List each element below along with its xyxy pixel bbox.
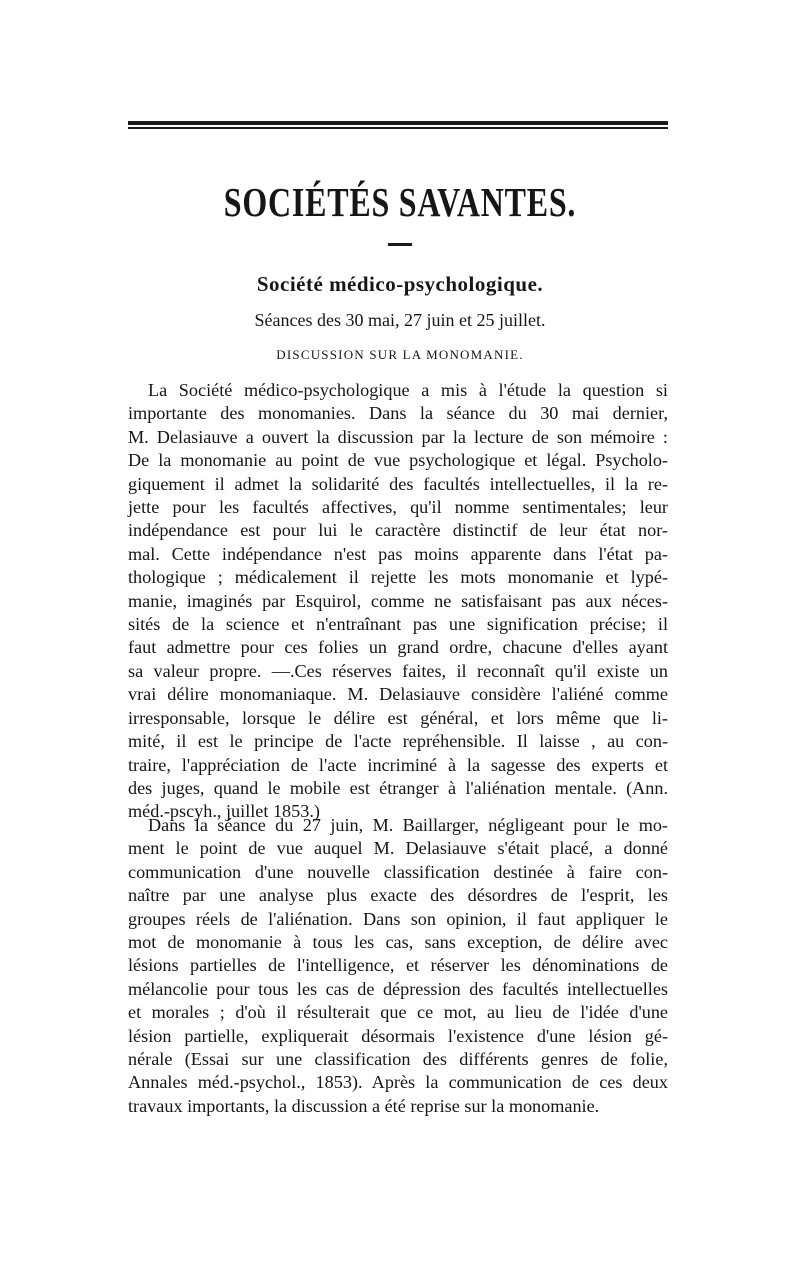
text-line: De la monomanie au point de vue psychologique et légal. Psycholo- — [128, 450, 668, 471]
text-line: naître par une analyse plus exacte des désordres de l'esprit, les — [128, 885, 668, 906]
discussion-heading: DISCUSSION SUR LA MONOMANIE. — [276, 347, 524, 362]
text-line: jette pour les facultés affectives, qu'il nomme sentimentales; leur — [128, 497, 668, 518]
text-line: communication d'une nouvelle classification destinée à faire con- — [128, 861, 668, 882]
text-line: groupes réels de l'aliénation. Dans son opinion, il faut appliquer le — [128, 908, 668, 929]
text-line: irresponsable, lorsque le délire est général, et lors même que li- — [128, 707, 668, 728]
text-line: thologique ; médicalement il rejette les mots monomanie et lypé- — [128, 567, 668, 588]
text-line: sités de la science et n'entraînant pas une signification précise; il — [128, 614, 668, 635]
text-line: nérale (Essai sur une classification des différents genres de folie, — [128, 1049, 668, 1070]
text-line: ment le point de vue auquel M. Delasiauve s'était placé, a donné — [128, 838, 668, 859]
text-line: lésions partielles de l'intelligence, et réserver les dénominations de — [128, 955, 668, 976]
text-line: mot de monomanie à tous les cas, sans exception, de délire avec — [128, 932, 668, 953]
text-line: vrai délire monomaniaque. M. Delasiauve considère l'aliéné comme — [128, 684, 668, 705]
text-line: et morales ; d'où il résulterait que ce mot, au lieu de l'idée d'une — [128, 1002, 668, 1023]
header-rule-top — [128, 121, 668, 125]
text-line: manie, imaginés par Esquirol, comme ne satisfaisant pas aux néces- — [128, 590, 668, 611]
text-line: mélancolie pour tous les cas de dépression des facultés intellectuelles — [128, 978, 668, 999]
text-line: indépendance est pour lui le caractère distinctif de leur état nor- — [128, 520, 668, 541]
paragraph-2 — [128, 814, 668, 1118]
text-line: mal. Cette indépendance n'est pas moins apparente dans l'état pa- — [128, 543, 668, 564]
text-line: travaux importants, la discussion a été reprise sur la monomanie. — [128, 1095, 600, 1116]
text-line: Dans la séance du 27 juin, M. Baillarger, négligeant pour le mo- — [148, 815, 668, 835]
paragraph-1 — [128, 379, 668, 824]
text-line: M. Delasiauve a ouvert la discussion par la lecture de son mémoire : — [128, 426, 668, 447]
section-title: SOCIÉTÉS SAVANTES. — [223, 179, 577, 225]
text-line: importante des monomanies. Dans la séance du 30 mai dernier, — [128, 403, 668, 424]
text-line: Annales méd.-psychol., 1853). Après la communication de ces deux — [128, 1072, 668, 1093]
text-line: traire, l'appréciation de l'acte incriminé à la sagesse des experts et — [128, 754, 668, 775]
text-line: mité, il est le principe de l'acte repréhensible. Il laisse , au con- — [128, 731, 668, 752]
text-line: méd.-pscyh., juillet 1853.) — [128, 801, 320, 822]
text-line: des juges, quand le mobile est étranger à l'aliénation mentale. (Ann. — [128, 777, 668, 798]
header-rule-bottom — [128, 127, 668, 129]
text-line: giquement il admet la solidarité des facultés intellectuelles, il la re- — [128, 473, 668, 494]
text-line: La Société médico-psychologique a mis à l'étude la question si — [148, 380, 668, 400]
text-line: lésion partielle, expliquerait désormais l'existence d'une lésion gé- — [128, 1025, 668, 1046]
title-separator — [388, 243, 412, 246]
society-heading: Société médico-psychologique. — [256, 272, 544, 296]
session-dates: Séances des 30 mai, 27 juin et 25 juillet. — [254, 310, 546, 330]
text-line: faut admettre pour ces folies un grand ordre, chacune d'elles ayant — [128, 637, 668, 658]
text-line: sa valeur propre. —.Ces réserves faites, il reconnaît qu'il existe un — [128, 660, 668, 681]
